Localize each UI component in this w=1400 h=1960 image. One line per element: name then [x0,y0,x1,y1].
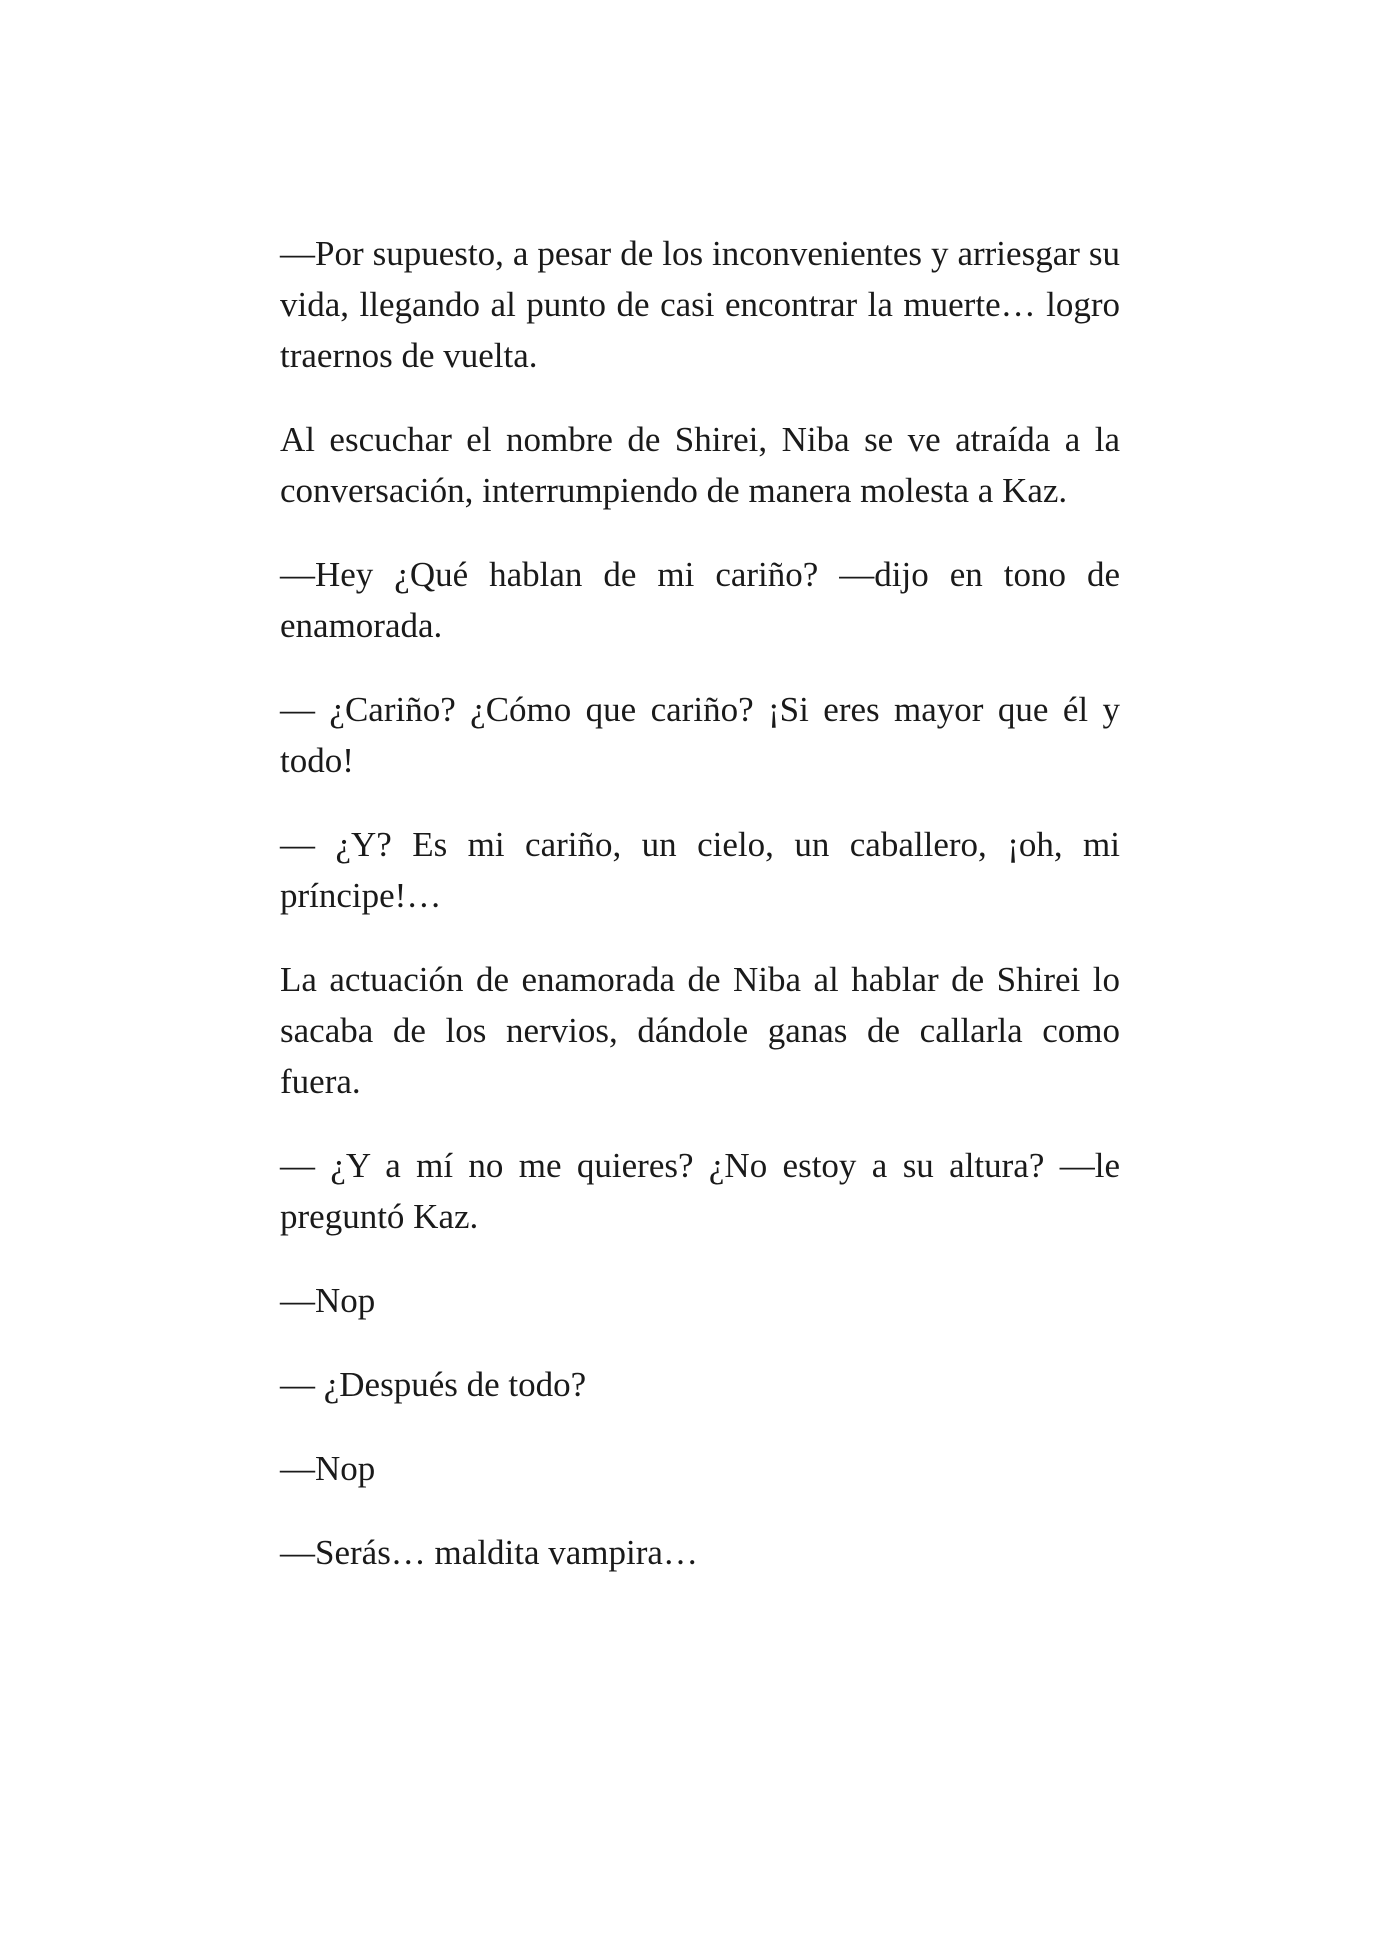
paragraph-3: —Hey ¿Qué hablan de mi cariño? —dijo en tono de enamorada. [280,555,1120,645]
paragraph-4: — ¿Cariño? ¿Cómo que cariño? ¡Si eres mayor que él y todo! [280,690,1120,780]
paragraph-7: — ¿Y a mí no me quieres? ¿No estoy a su altura? —le preguntó Kaz. [280,1146,1120,1236]
paragraph-2: Al escuchar el nombre de Shirei, Niba se ve atraída a la conversación, interrumpiendo de manera molesta a Kaz. [280,420,1120,510]
paragraph-5: — ¿Y? Es mi cariño, un cielo, un caballero, ¡oh, mi príncipe!… [280,825,1120,915]
paragraph-11: —Serás… maldita vampira… [280,1533,698,1572]
page-body [280,228,1120,1611]
paragraph-1: —Por supuesto, a pesar de los inconvenientes y arriesgar su vida, llegando al punto de casi encontrar la muerte… logro traernos de vuelta. [280,234,1120,375]
paragraph-10: —Nop [280,1449,376,1488]
paragraph-9: — ¿Después de todo? [280,1365,587,1404]
paragraph-8: —Nop [280,1281,376,1320]
paragraph-6: La actuación de enamorada de Niba al hablar de Shirei lo sacaba de los nervios, dándole ganas de callarla como fuera. [280,960,1120,1101]
